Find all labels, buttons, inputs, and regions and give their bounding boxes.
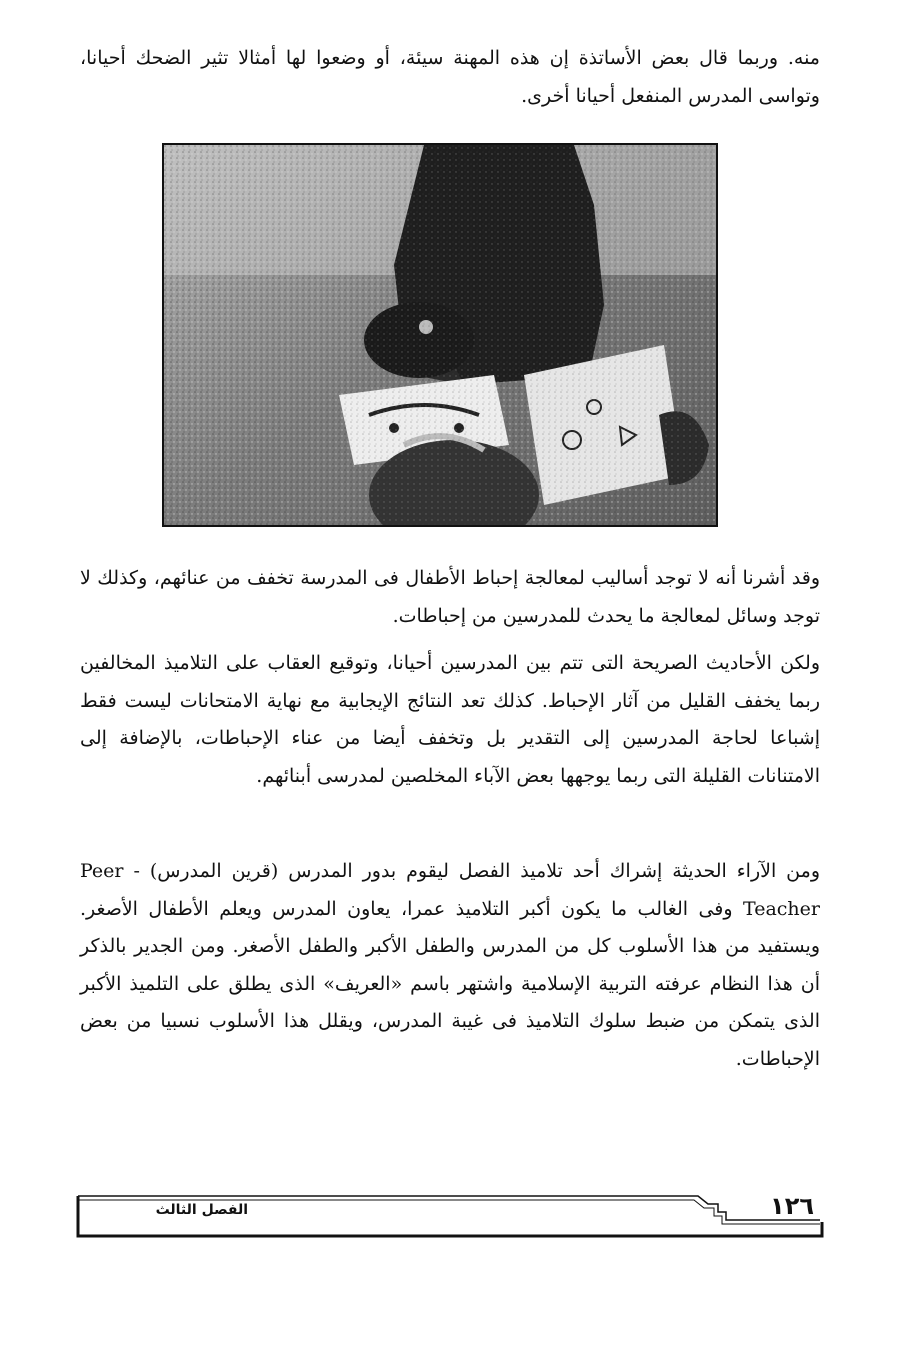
paragraph-text: وقد أشرنا أنه لا توجد أساليب لمعالجة إحباط الأطفال فى المدرسة تخفف من عنائهم، وكذلك لا توجد وسائل لمعالجة ما يحدث للمدرسين من إحباطات. (80, 567, 820, 627)
paragraph-text: ولكن الأحاديث الصريحة التى تتم بين المدرسين أحيانا، وتوقيع العقاب على التلاميذ المخالفين ربما يخفف القليل من آثار الإحباط. كذلك تعد النتائج الإيجابية مع نهاية الامتحانات ليست فقط إشباعا لحاجة المدرسين إلى التقدير بل وتخفف أيضا من عناء الإحباطات، بالإضافة إلى الامتنانات القليلة التى ربما يوجهها بعض الآباء المخلصين لمدرسى أبنائهم. (80, 652, 820, 787)
photo-image (164, 145, 716, 525)
page-number: ١٢٦ (770, 1192, 814, 1220)
paragraph-2 (80, 560, 820, 635)
paragraph-4 (80, 853, 820, 1078)
paragraph-intro (80, 40, 820, 115)
photo-child-drawing (162, 143, 718, 527)
page-footer (76, 1190, 824, 1238)
chapter-title: الفصل الثالث (155, 1202, 248, 1218)
paragraph-text: منه. وربما قال بعض الأساتذة إن هذه المهنة سيئة، أو وضعوا لها أمثالا تثير الضحك أحيانا، وتواسى المدرس المنفعل أحيانا أخرى. (80, 47, 820, 107)
paragraph-3 (80, 645, 820, 795)
paragraph-text: ومن الآراء الحديثة إشراك أحد تلاميذ الفصل ليقوم بدور المدرس (قرين المدرس) Peer - Teacher وفى الغالب ما يكون أكبر التلاميذ عمرا، يعاون المدرس ويعلم الأطفال الأصغر. ويستفيد من هذا الأسلوب كل من المدرس والطفل الأكبر والطفل الأصغر. ومن الجدير بالذكر أن هذا النظام عرفته التربية الإسلامية واشتهر باسم «العريف» الذى يطلق على التلميذ الأكبر الذى يتمكن من ضبط سلوك التلاميذ فى غيبة المدرس، ويقلل هذا الأسلوب نسبيا من بعض الإحباطات. (80, 860, 820, 1070)
